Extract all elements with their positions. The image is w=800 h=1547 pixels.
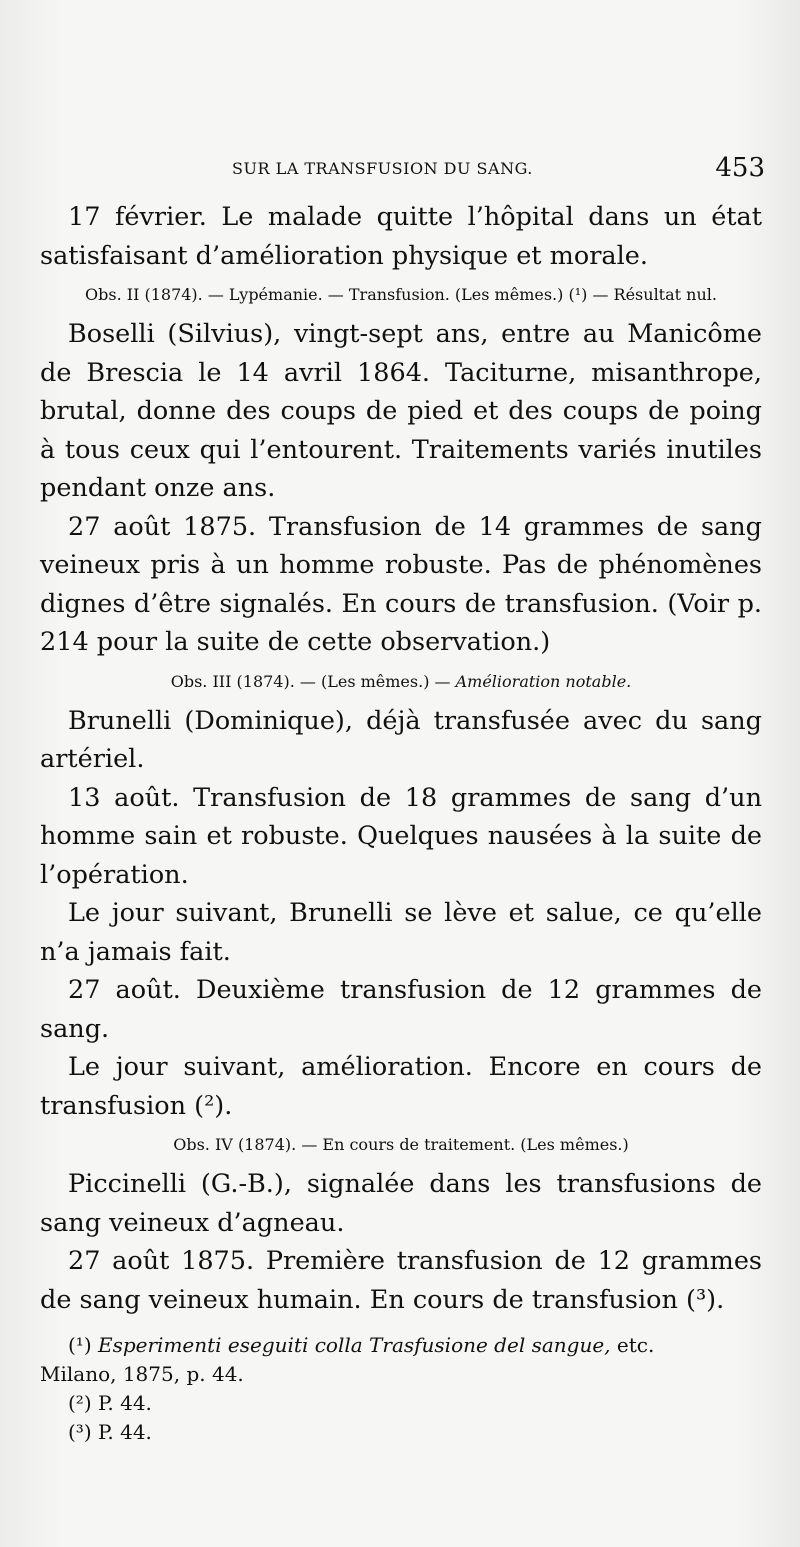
paragraph-brunelli: Brunelli (Dominique), déjà transfusée avec du sang artériel. bbox=[40, 705, 762, 774]
footnote-1-mark: (¹) bbox=[68, 1333, 92, 1357]
paragraph-deuxieme-transfusion: 27 août. Deuxième transfusion de 12 grammes de sang. bbox=[40, 975, 762, 1044]
observation-2-heading: Obs. II (1874). — Lypémanie. — Transfusion. (Les mêmes.) (¹) — Résultat nul. bbox=[85, 285, 717, 304]
footnote-3: (³) P. 44. bbox=[68, 1420, 152, 1444]
footnote-2: (²) P. 44. bbox=[68, 1391, 152, 1415]
paragraph-13-aout: 13 août. Transfusion de 18 grammes de sang d’un homme sain et robuste. Quelques nausées à la suite de l’opération. bbox=[40, 782, 762, 890]
paragraph-transfusion-27-aout: 27 août 1875. Transfusion de 14 grammes de sang veineux pris à un homme robuste. Pas de phénomènes dignes d’être signalés. En cours de transfusion. (Voir p. 214 pour la suite de cette observation.) bbox=[40, 511, 762, 657]
page-number: 453 bbox=[715, 153, 765, 183]
paragraph-jour-suivant: Le jour suivant, Brunelli se lève et salue, ce qu’elle n’a jamais fait. bbox=[40, 898, 762, 967]
paragraph-premiere-transfusion: 27 août 1875. Première transfusion de 12 grammes de sang veineux humain. En cours de transfusion (³). bbox=[40, 1246, 762, 1315]
observation-3-heading bbox=[40, 672, 762, 692]
page-header bbox=[40, 155, 765, 195]
paragraph-boselli: Boselli (Silvius), vingt-sept ans, entre au Manicôme de Brescia le 14 avril 1864. Taciturne, misanthrope, brutal, donne des coups de pied et des coups de poing à tous ceux qui l’entourent. Traitements variés inutiles pendant onze ans. bbox=[40, 319, 762, 503]
footnotes bbox=[40, 1331, 762, 1447]
footnote-1-title: Esperimenti eseguiti colla Trasfusione del sangue, bbox=[97, 1333, 611, 1357]
footnote-1 bbox=[40, 1331, 762, 1360]
paragraph-amelioration: Le jour suivant, amélioration. Encore en cours de transfusion (²). bbox=[40, 1052, 762, 1121]
running-head: SUR LA TRANSFUSION DU SANG. bbox=[232, 159, 533, 178]
observation-4-heading: Obs. IV (1874). — En cours de traitement. (Les mêmes.) bbox=[173, 1135, 629, 1154]
observation-3-result: Amélioration notable. bbox=[455, 671, 632, 691]
footnote-1-continuation: Milano, 1875, p. 44. bbox=[40, 1362, 244, 1386]
page-body bbox=[40, 198, 762, 1447]
observation-3-prefix: Obs. III (1874). — (Les mêmes.) — bbox=[170, 671, 456, 691]
paragraph-piccinelli: Piccinelli (G.-B.), signalée dans les transfusions de sang veineux d’agneau. bbox=[40, 1169, 762, 1238]
paragraph-discharge: 17 février. Le malade quitte l’hôpital dans un état satisfaisant d’amélioration physique et morale. bbox=[40, 202, 762, 271]
footnote-1-rest: etc. bbox=[610, 1333, 655, 1357]
